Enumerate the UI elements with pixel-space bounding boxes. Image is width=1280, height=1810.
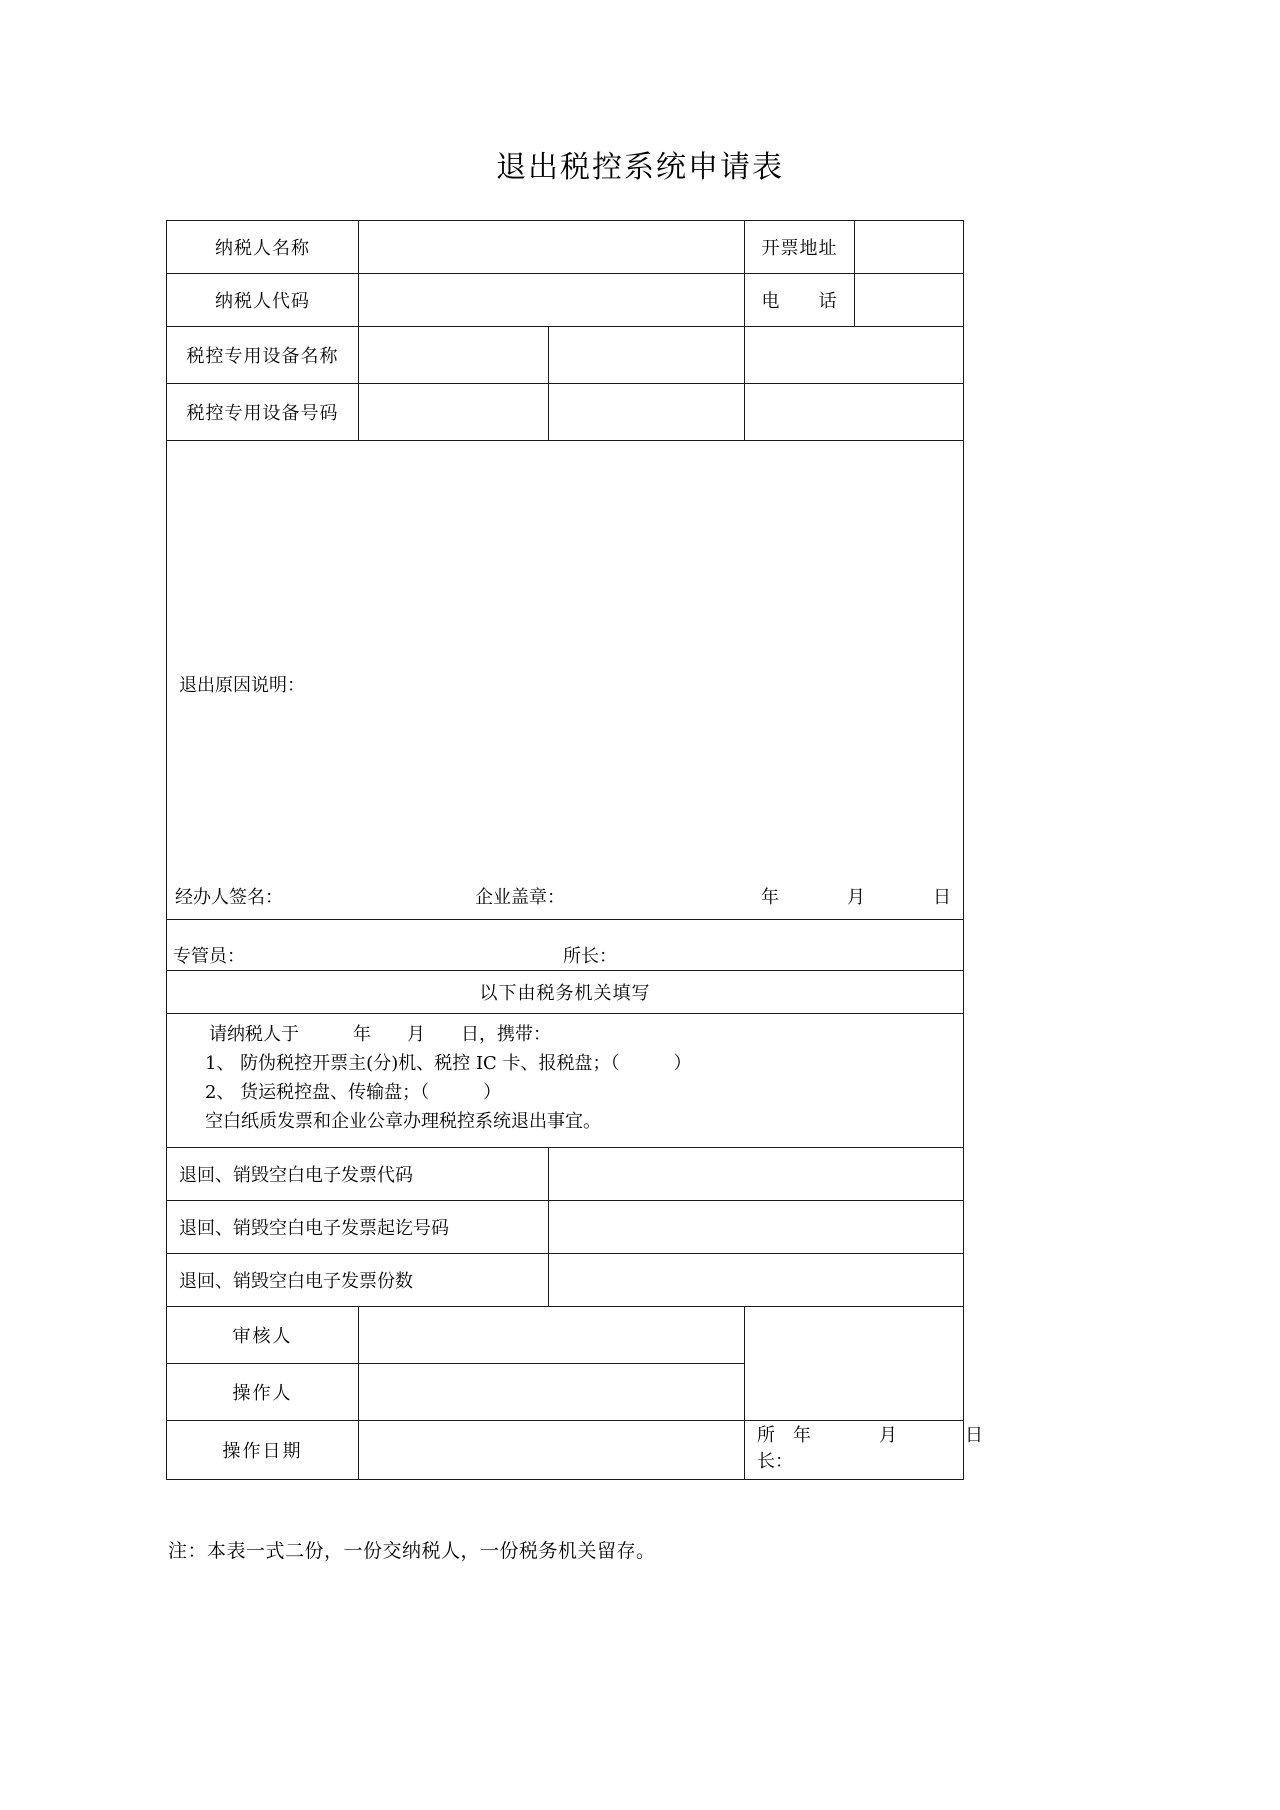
table-row bbox=[167, 1014, 964, 1148]
notice-line-4: 空白纸质发票和企业公章办理税控系统退出事宜。 bbox=[205, 1111, 601, 1133]
table-row bbox=[167, 221, 964, 274]
notice-line-2: 1、 防伪税控开票主(分)机、税控 IC 卡、报税盘；（ ） bbox=[205, 1053, 692, 1075]
application-form-table bbox=[166, 220, 983, 1480]
device-name-label: 税控专用设备名称 bbox=[167, 327, 359, 384]
reviewer-field[interactable] bbox=[359, 1306, 745, 1363]
tax-bureau-notice-cell bbox=[167, 1014, 964, 1148]
table-row bbox=[167, 1306, 964, 1363]
tax-bureau-banner: 以下由税务机关填写 bbox=[167, 971, 964, 1014]
handler-signature-label: 经办人签名： bbox=[175, 887, 283, 908]
table-row bbox=[167, 327, 964, 384]
approval-month-label: 月 bbox=[879, 1424, 897, 1446]
device-number-label: 税控专用设备号码 bbox=[167, 384, 359, 441]
signature-date-group bbox=[745, 883, 955, 909]
invoice-code-label: 退回、销毁空白电子发票代码 bbox=[167, 1147, 549, 1200]
device-number-value-2[interactable] bbox=[549, 384, 745, 441]
table-row bbox=[167, 1147, 964, 1200]
device-number-value-1[interactable] bbox=[359, 384, 549, 441]
device-name-value-3[interactable] bbox=[745, 327, 964, 384]
table-row bbox=[167, 384, 964, 441]
director-signature-cell bbox=[745, 1420, 983, 1479]
notice-line-1: 请纳税人于 年 月 日，携带： bbox=[209, 1024, 551, 1045]
operator-label: 操作人 bbox=[167, 1363, 359, 1420]
taxpayer-name-field[interactable] bbox=[359, 221, 745, 274]
company-seal-label: 企业盖章： bbox=[475, 887, 565, 908]
table-row bbox=[167, 1253, 964, 1306]
taxpayer-name-label: 纳税人名称 bbox=[167, 221, 359, 274]
reviewer-label: 审核人 bbox=[167, 1306, 359, 1363]
operator-field[interactable] bbox=[359, 1363, 745, 1420]
invoice-range-field[interactable] bbox=[549, 1200, 964, 1253]
invoicing-address-label: 开票地址 bbox=[745, 221, 855, 274]
invoice-code-field[interactable] bbox=[549, 1147, 964, 1200]
taxpayer-code-field[interactable] bbox=[359, 274, 745, 327]
approval-blank-area bbox=[745, 1306, 964, 1420]
device-name-value-2[interactable] bbox=[549, 327, 745, 384]
invoice-count-field[interactable] bbox=[549, 1253, 964, 1306]
signature-year-label: 年 bbox=[761, 887, 779, 908]
approval-day-label: 日 bbox=[965, 1424, 983, 1446]
invoice-count-label: 退回、销毁空白电子发票份数 bbox=[167, 1253, 549, 1306]
withdrawal-reason-cell[interactable] bbox=[167, 441, 964, 920]
table-row bbox=[167, 920, 964, 971]
operation-date-field[interactable] bbox=[359, 1420, 745, 1479]
table-row bbox=[167, 274, 964, 327]
table-row bbox=[167, 971, 964, 1014]
phone-label: 电 话 bbox=[745, 274, 855, 327]
approval-year-label: 年 bbox=[793, 1424, 811, 1446]
invoice-range-label: 退回、销毁空白电子发票起讫号码 bbox=[167, 1200, 549, 1253]
director-label: 所长： bbox=[563, 946, 617, 967]
signature-row bbox=[175, 883, 955, 909]
form-footnote: 注：本表一式二份，一份交纳税人，一份税务机关留存。 bbox=[168, 1540, 656, 1562]
operation-date-label: 操作日期 bbox=[167, 1420, 359, 1479]
administrator-label: 专管员： bbox=[173, 946, 245, 967]
phone-field[interactable] bbox=[855, 274, 964, 327]
invoicing-address-field[interactable] bbox=[855, 221, 964, 274]
taxpayer-code-label: 纳税人代码 bbox=[167, 274, 359, 327]
device-number-value-3[interactable] bbox=[745, 384, 964, 441]
signature-month-label: 月 bbox=[847, 887, 865, 908]
page-title: 退出税控系统申请表 bbox=[496, 150, 784, 185]
approval-date-group bbox=[793, 1421, 983, 1473]
notice-line-3: 2、 货运税控盘、传输盘；（ ） bbox=[205, 1082, 502, 1104]
officers-row bbox=[167, 920, 964, 971]
approval-director-label: 所长： bbox=[757, 1424, 793, 1472]
table-row bbox=[167, 1200, 964, 1253]
withdrawal-reason-label: 退出原因说明： bbox=[179, 675, 305, 696]
table-row bbox=[167, 1420, 964, 1479]
signature-day-label: 日 bbox=[933, 887, 951, 908]
table-row bbox=[167, 441, 964, 920]
device-name-value-1[interactable] bbox=[359, 327, 549, 384]
